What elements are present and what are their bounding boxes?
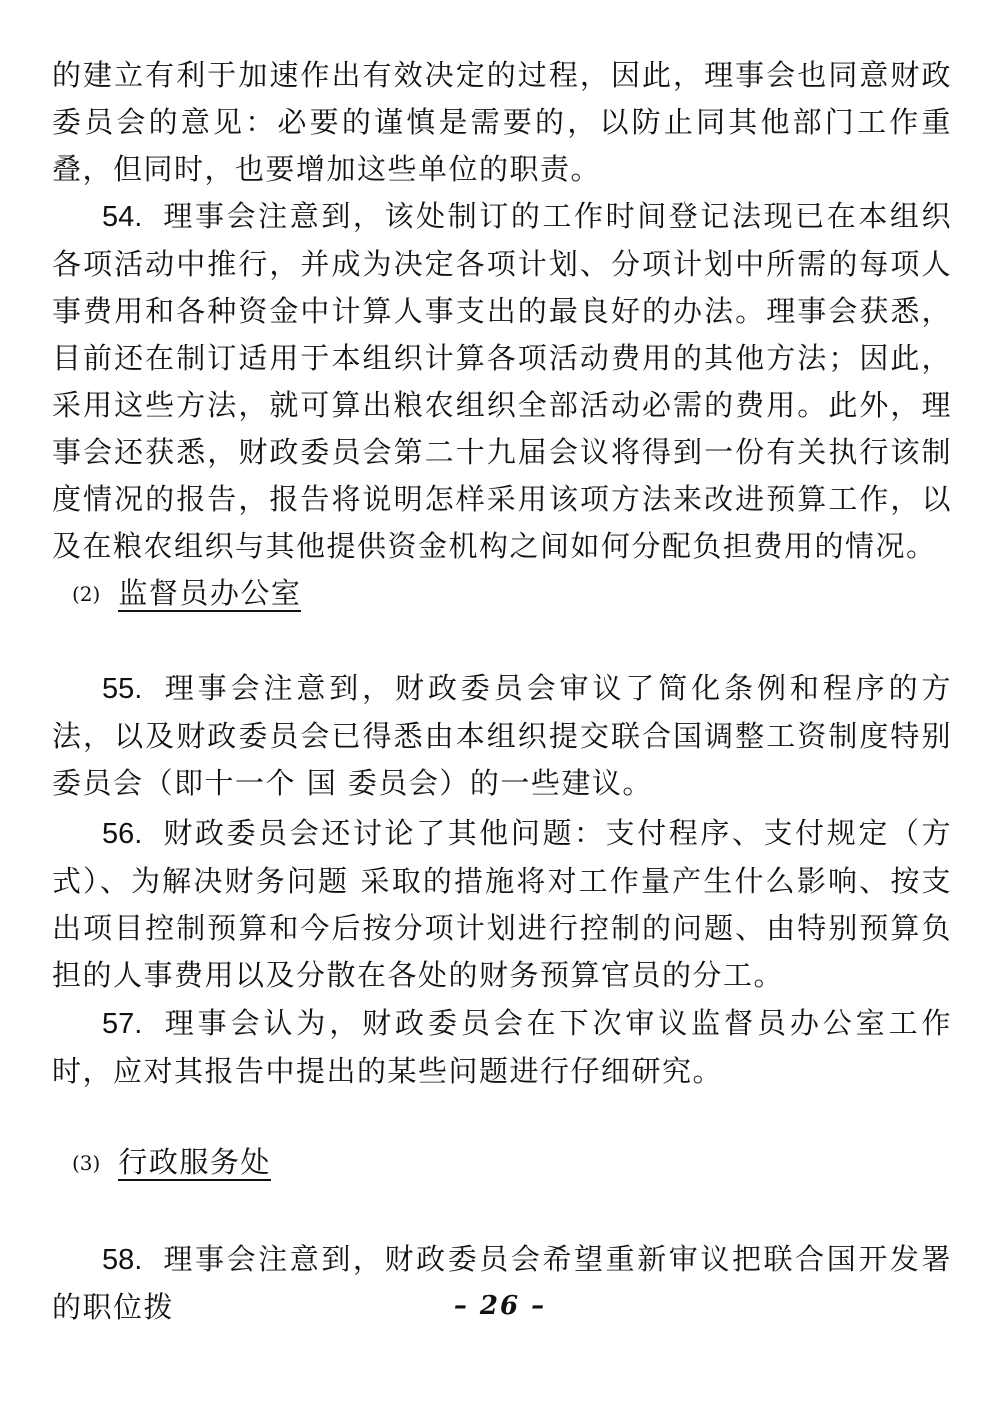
- paragraph-number: 56.: [102, 818, 143, 850]
- section-heading-3: [72, 1142, 271, 1183]
- paragraph-text: 财政委员会还讨论了其他问题：支付程序、支付规定（方式）、为解决财务问题 采取的措施将对工作量产生什么影响、按支出项目控制预算和今后按分项计划进行控制的问题、由特别预算负担的人事费用以及分散在各处的财务预算官员的分工。: [52, 816, 952, 992]
- section-title: 监督员办公室: [118, 576, 302, 610]
- paragraph-text: 理事会注意到，财政委员会希望重新审议把联合国开发署的职位拨: [52, 1242, 952, 1324]
- paragraph-number: 54.: [102, 201, 143, 233]
- paragraph-continued: [52, 52, 952, 193]
- paragraph-56: [52, 810, 952, 999]
- paragraph-text: 理事会注意到，财政委员会审议了简化条例和程序的方法，以及财政委员会已得悉由本组织提交联合国调整工资制度特别委员会（即十一个 国 委员会）的一些建议。: [52, 671, 952, 800]
- paragraph-number: 57.: [102, 1008, 143, 1040]
- paragraph-55: [52, 665, 952, 807]
- paragraph-text: 的建立有利于加速作出有效决定的过程，因此，理事会也同意财政委员会的意见：必要的谨慎是需要的，以防止同其他部门工作重叠，但同时，也要增加这些单位的职责。: [52, 58, 952, 186]
- section-number: (2): [72, 582, 101, 606]
- section-title: 行政服务处: [118, 1145, 271, 1179]
- paragraph-54: [52, 193, 952, 570]
- section-heading-2: [72, 573, 301, 614]
- paragraph-text: 理事会注意到，该处制订的工作时间登记法现已在本组织各项活动中推行，并成为决定各项计划、分项计划中所需的每项人事费用和各种资金中计算人事支出的最良好的办法。理事会获悉，目前还在制订适用于本组织计算各项活动费用的其他方法；因此，采用这些方法，就可算出粮农组织全部活动必需的费用。此外，理事会还获悉，财政委员会第二十九届会议将得到一份有关执行该制度情况的报告，报告将说明怎样采用该项方法来改进预算工作，以及在粮农组织与其他提供资金机构之间如何分配负担费用的情况。: [52, 199, 952, 563]
- section-number: (3): [72, 1151, 101, 1175]
- paragraph-57: [52, 1000, 952, 1095]
- page-number: – 26 –: [453, 1291, 547, 1321]
- paragraph-number: 58.: [102, 1244, 143, 1276]
- paragraph-text: 理事会认为，财政委员会在下次审议监督员办公室工作时，应对其报告中提出的某些问题进行仔细研究。: [52, 1006, 952, 1088]
- paragraph-number: 55.: [102, 673, 143, 705]
